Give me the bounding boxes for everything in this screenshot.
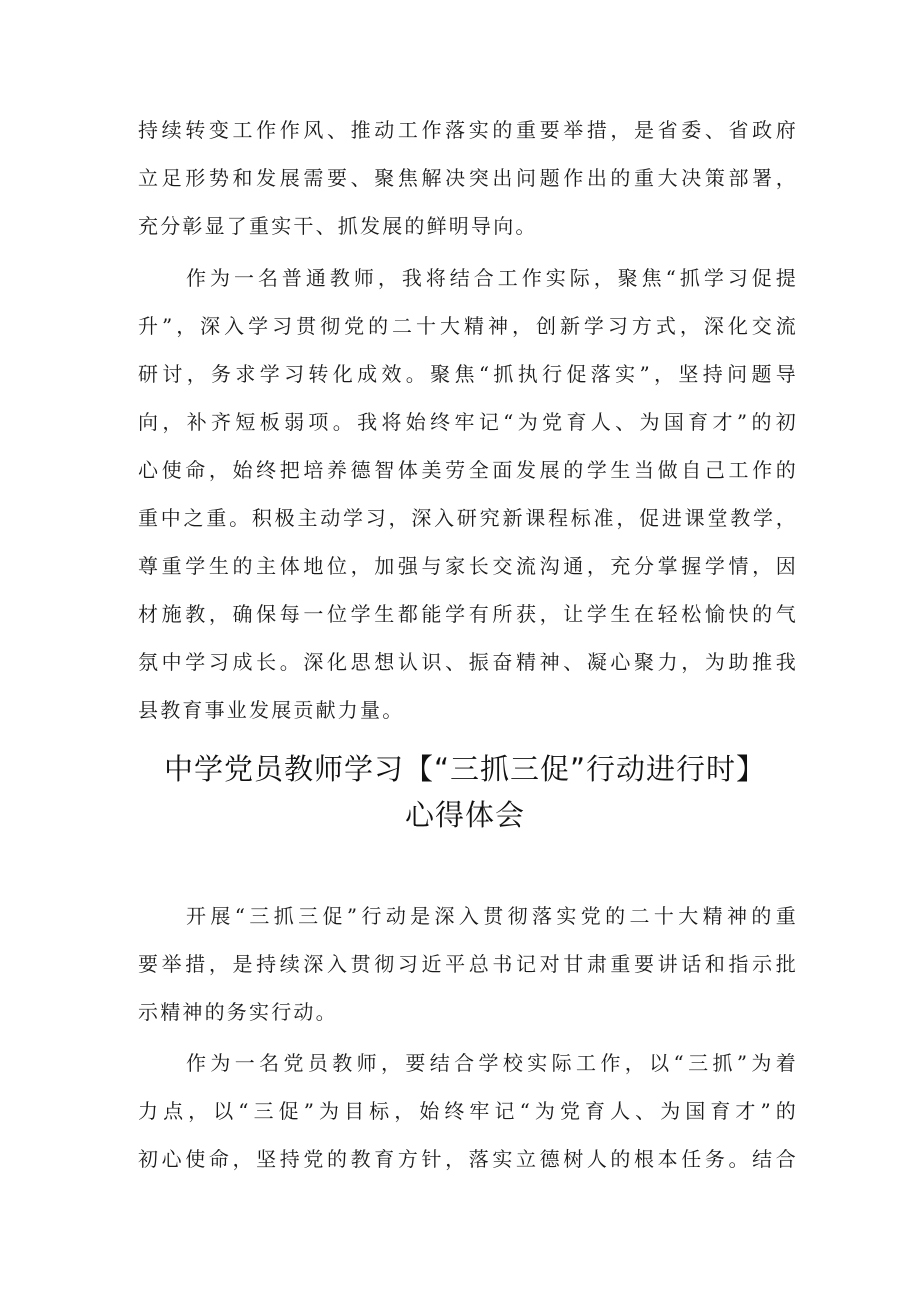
text-line: 氛中学习成长。深化思想认识、振奋精神、凝心聚力，为助推我 [138,650,798,674]
text-line: 尊重学生的主体地位，加强与家长交流沟通，充分掌握学情，因 [138,554,798,578]
section-title-line: 心得体会 [404,798,525,832]
text-line: 心使命，始终把培养德智体美劳全面发展的学生当做自己工作的 [138,458,798,482]
text-line: 作为一名普通教师，我将结合工作实际，聚焦“抓学习促提 [186,266,798,290]
text-line: 县教育事业发展贡献力量。 [138,698,405,722]
text-line: 持续转变工作作风、推动工作落实的重要举措，是省委、省政府 [138,118,798,142]
text-line: 立足形势和发展需要、聚焦解决突出问题作出的重大决策部署， [138,166,798,190]
paragraph-3 [138,892,798,1036]
paragraph-4 [138,1039,798,1183]
text-line: 重中之重。积极主动学习，深入研究新课程标准，促进课堂教学， [138,506,798,530]
text-line: 开展“三抓三促”行动是深入贯彻落实党的二十大精神的重 [186,904,798,928]
text-line: 初心使命，坚持党的教育方针，落实立德树人的根本任务。结合 [138,1147,798,1171]
section-title-line: 中学党员教师学习【“三抓三促”行动进行时】 [163,752,767,786]
text-line: 示精神的务实行动。 [138,1000,338,1024]
text-line: 充分彰显了重实干、抓发展的鲜明导向。 [138,214,538,238]
text-line: 向，补齐短板弱项。我将始终牢记“为党育人、为国育才”的初 [138,410,798,434]
paragraph-2 [138,254,798,734]
paragraph-1 [138,106,798,250]
text-line: 力点，以“三促”为目标，始终牢记“为党育人、为国育才”的 [138,1099,798,1123]
text-line: 作为一名党员教师，要结合学校实际工作，以“三抓”为着 [186,1051,798,1075]
text-line: 研讨，务求学习转化成效。聚焦“抓执行促落实”，坚持问题导 [138,362,798,386]
section-title [120,746,810,838]
text-line: 要举措，是持续深入贯彻习近平总书记对甘肃重要讲话和指示批 [138,952,798,976]
text-line: 升”，深入学习贯彻党的二十大精神，创新学习方式，深化交流 [138,314,798,338]
text-line: 材施教，确保每一位学生都能学有所获，让学生在轻松愉快的气 [138,602,798,626]
